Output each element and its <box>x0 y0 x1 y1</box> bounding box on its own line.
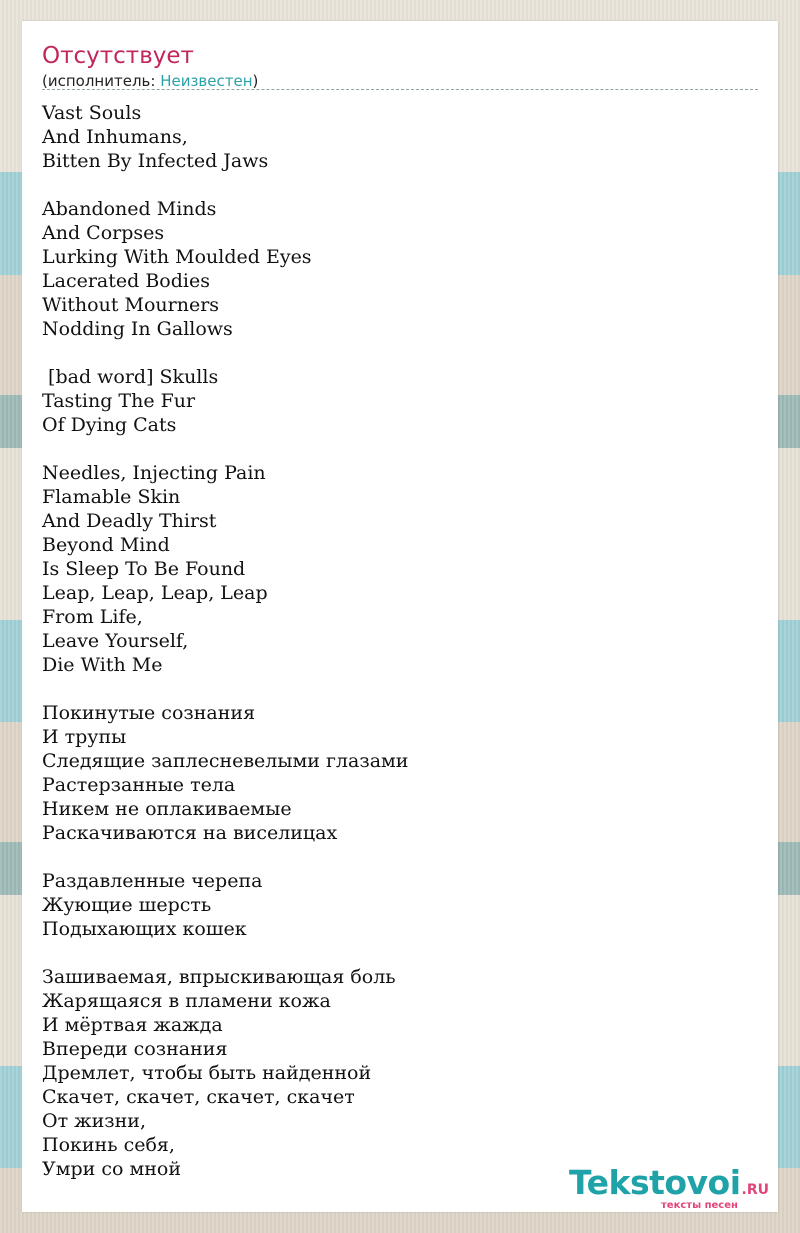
lyric-line: Дремлет, чтобы быть найденной <box>42 1062 372 1084</box>
title-divider <box>42 89 758 90</box>
lyric-line: Жарящаяся в пламени кожа <box>42 990 331 1012</box>
lyrics-card <box>22 21 778 1212</box>
lyric-line: [bad word] Skulls <box>42 366 219 388</box>
logo-name: Tekstovoi <box>569 1163 741 1202</box>
lyric-line: Покинутые сознания <box>42 702 256 724</box>
lyric-line: Раздавленные черепа <box>42 870 263 892</box>
lyric-line: Lurking With Moulded Eyes <box>42 246 312 268</box>
lyric-line: Without Mourners <box>42 294 220 316</box>
lyrics-text <box>42 101 742 1181</box>
artist-line <box>42 71 258 91</box>
stanza-break <box>42 341 742 365</box>
lyric-line: Vast Souls <box>42 102 142 124</box>
lyric-line: Nodding In Gallows <box>42 318 233 340</box>
lyric-line: Растерзанные тела <box>42 774 236 796</box>
site-logo[interactable] <box>569 1163 770 1211</box>
lyric-line: Flamable Skin <box>42 486 181 508</box>
lyric-line: Умри со мной <box>42 1158 182 1180</box>
lyric-line: Жующие шерсть <box>42 894 212 916</box>
stanza-break <box>42 173 742 197</box>
lyric-line: И мёртвая жажда <box>42 1014 223 1036</box>
song-title: Отсутствует <box>42 43 194 69</box>
stanza-break <box>42 677 742 701</box>
lyric-line: И трупы <box>42 726 127 748</box>
lyric-line: And Inhumans, <box>42 126 188 148</box>
stanza-break <box>42 437 742 461</box>
artist-prefix: (исполнитель: <box>42 72 161 90</box>
lyric-line: Покинь себя, <box>42 1134 175 1156</box>
lyric-line: Is Sleep To Be Found <box>42 558 246 580</box>
lyric-line: Раскачиваются на виселицах <box>42 822 338 844</box>
artist-suffix: ) <box>252 72 259 90</box>
lyric-line: От жизни, <box>42 1110 146 1132</box>
lyric-line: Впереди сознания <box>42 1038 228 1060</box>
lyric-line: Скачет, скачет, скачет, скачет <box>42 1086 355 1108</box>
lyric-line: Tasting The Fur <box>42 390 196 412</box>
lyric-line: Подыхающих кошек <box>42 918 247 940</box>
lyric-line: Abandoned Minds <box>42 198 217 220</box>
lyric-line: Следящие заплесневелыми глазами <box>42 750 409 772</box>
lyric-line: Die With Me <box>42 654 163 676</box>
lyric-line: And Corpses <box>42 222 165 244</box>
lyric-line: Needles, Injecting Pain <box>42 462 266 484</box>
lyric-line: Leave Yourself, <box>42 630 189 652</box>
stanza-break <box>42 941 742 965</box>
lyric-line: Of Dying Cats <box>42 414 177 436</box>
lyric-line: And Deadly Thirst <box>42 510 217 532</box>
lyric-line: Leap, Leap, Leap, Leap <box>42 582 268 604</box>
artist-link[interactable]: Неизвестен <box>160 72 253 90</box>
lyric-line: Никем не оплакиваемые <box>42 798 292 820</box>
lyric-line: Зашиваемая, впрыскивающая боль <box>42 966 396 988</box>
lyric-line: From Life, <box>42 606 143 628</box>
lyric-line: Lacerated Bodies <box>42 270 210 292</box>
stanza-break <box>42 845 742 869</box>
logo-tld: .RU <box>741 1182 770 1198</box>
lyric-line: Bitten By Infected Jaws <box>42 150 269 172</box>
lyric-line: Beyond Mind <box>42 534 170 556</box>
logo-tagline: тексты песен <box>661 1200 738 1211</box>
